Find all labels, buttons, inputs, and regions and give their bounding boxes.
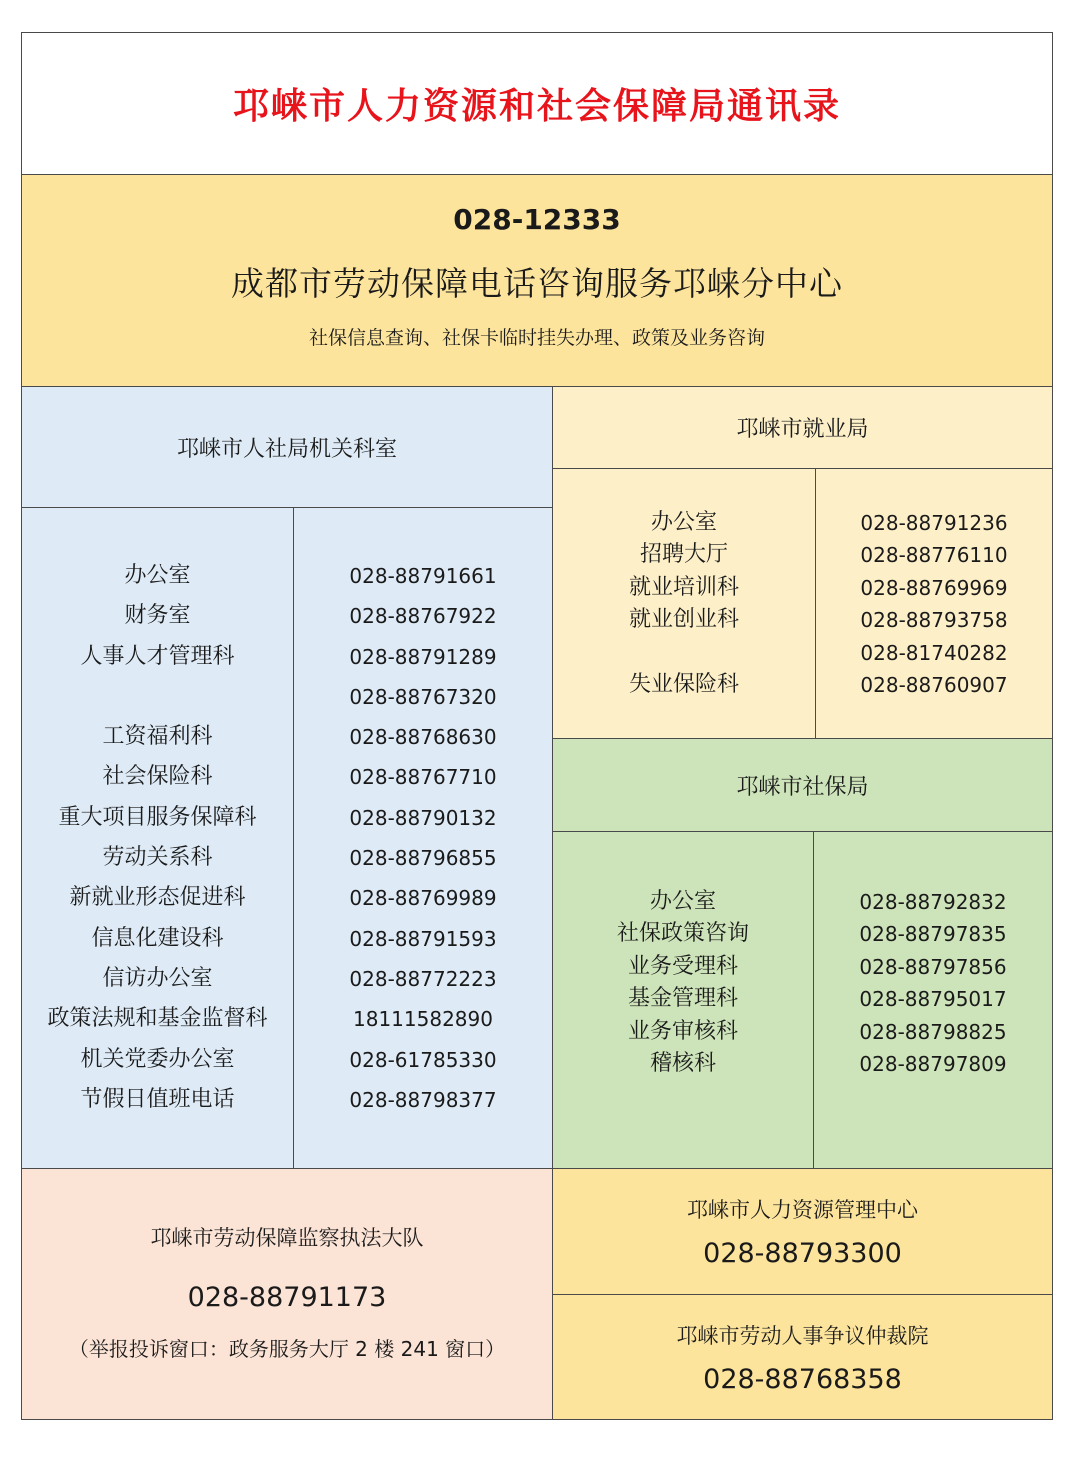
phone-number: 028-88797856 — [859, 954, 1007, 979]
department-name: 人事人才管理科 — [80, 643, 235, 669]
department-name: 财务室 — [124, 603, 191, 629]
employment-title: 邛崃市就业局 — [736, 417, 869, 442]
hrss-department-list — [22, 508, 293, 1120]
phone-number: 028-88796855 — [349, 846, 497, 871]
hotline-description: 社保信息查询、社保卡临时挂失办理、政策及业务咨询 — [308, 327, 765, 349]
department-name: 重大项目服务保障科 — [58, 804, 257, 830]
department-name: 信息化建设科 — [91, 925, 224, 951]
department-name: 工资福利科 — [102, 724, 213, 750]
hrss-phone-list — [294, 508, 552, 1120]
phone-number: 028-88792832 — [859, 890, 1007, 914]
social-security-phone-list — [814, 832, 1052, 1080]
phone-number: 028-88793758 — [860, 608, 1008, 633]
directory-table — [21, 32, 1053, 1420]
department-name: 新就业形态促进科 — [69, 885, 246, 911]
department-name: 稽核科 — [649, 1050, 716, 1076]
phone-number: 028-88791593 — [349, 926, 497, 951]
phone-number: 028-61785330 — [349, 1047, 497, 1072]
arbitration-section — [552, 1294, 1052, 1419]
social-security-title: 邛崃市社保局 — [736, 774, 869, 800]
phone-number: 028-88767922 — [349, 604, 497, 629]
department-name: 信访办公室 — [102, 965, 213, 991]
phone-number: 028-88790132 — [349, 805, 497, 830]
employment-phones-cell — [815, 468, 1052, 738]
department-name: 劳动关系科 — [102, 845, 213, 871]
phone-number: 028-81740282 — [860, 640, 1008, 665]
phone-number: 028-88768630 — [349, 725, 497, 750]
phone-number: 028-88798377 — [349, 1087, 497, 1112]
phone-number: 028-88791289 — [349, 644, 497, 669]
phone-number: 028-88798825 — [859, 1019, 1007, 1044]
title-row — [22, 33, 1052, 174]
labor-inspection-section — [22, 1168, 552, 1419]
social-security-header — [552, 738, 1052, 831]
arbitration-phone: 028-88768358 — [703, 1363, 902, 1395]
department-name — [681, 637, 688, 669]
department-name — [154, 677, 161, 717]
phone-number: 028-88797835 — [859, 922, 1007, 947]
social-security-phones-cell — [813, 831, 1052, 1168]
phone-number: 028-88769969 — [860, 575, 1008, 600]
hr-center-section — [552, 1168, 1052, 1294]
phone-number: 028-88772223 — [349, 966, 497, 991]
department-name: 政策法规和基金监督科 — [47, 1006, 268, 1032]
employment-phone-list — [816, 469, 1052, 701]
phone-number: 028-88791661 — [349, 564, 497, 588]
department-name: 就业培训科 — [628, 574, 739, 600]
phone-number: 028-88767320 — [349, 684, 497, 709]
department-name: 办公室 — [649, 889, 716, 914]
department-name: 就业创业科 — [628, 607, 739, 633]
phone-number: 028-88760907 — [860, 672, 1008, 697]
department-name: 基金管理科 — [627, 986, 738, 1012]
phone-number: 028-88791236 — [860, 511, 1008, 535]
department-name: 社会保险科 — [102, 764, 213, 790]
hrss-departments-cell — [22, 507, 293, 1168]
department-name: 办公室 — [650, 510, 717, 535]
labor-inspection-phone: 028-88791173 — [187, 1282, 387, 1313]
hrss-phones-cell — [293, 507, 552, 1168]
department-name: 办公室 — [124, 563, 191, 588]
hr-center-title: 邛崃市人力资源管理中心 — [687, 1198, 918, 1222]
department-name: 业务受理科 — [627, 953, 738, 979]
employment-departments-cell — [552, 468, 815, 738]
phone-number: 028-88795017 — [859, 987, 1007, 1012]
department-name: 节假日值班电话 — [80, 1086, 235, 1112]
hrss-header — [22, 386, 552, 507]
employment-header — [552, 386, 1052, 468]
social-security-departments-cell — [552, 831, 813, 1168]
hotline-section — [22, 174, 1052, 386]
social-security-department-list — [553, 832, 813, 1080]
phone-number: 028-88776110 — [860, 543, 1008, 568]
hr-center-phone: 028-88793300 — [703, 1238, 902, 1269]
labor-inspection-note: （举报投诉窗口：政务服务大厅 2 楼 241 窗口） — [68, 1337, 506, 1361]
hotline-name: 成都市劳动保障电话咨询服务邛崃分中心 — [231, 264, 843, 303]
page-title: 邛崃市人力资源和社会保障局通讯录 — [232, 86, 841, 127]
phone-number: 18111582890 — [353, 1007, 493, 1032]
hrss-title: 邛崃市人社局机关科室 — [176, 436, 397, 462]
phone-number: 028-88767710 — [349, 765, 497, 790]
labor-inspection-title: 邛崃市劳动保障监察执法大队 — [150, 1226, 424, 1250]
arbitration-title: 邛崃市劳动人事争议仲裁院 — [676, 1323, 929, 1348]
department-name: 业务审核科 — [627, 1018, 738, 1044]
department-name: 机关党委办公室 — [80, 1046, 235, 1072]
hotline-number: 028-12333 — [453, 203, 621, 236]
employment-department-list — [553, 469, 815, 701]
department-name: 招聘大厅 — [639, 542, 728, 568]
phone-number: 028-88797809 — [859, 1051, 1007, 1076]
phone-number: 028-88769989 — [349, 886, 497, 911]
department-name: 社保政策咨询 — [616, 921, 749, 947]
department-name: 失业保险科 — [628, 671, 739, 697]
